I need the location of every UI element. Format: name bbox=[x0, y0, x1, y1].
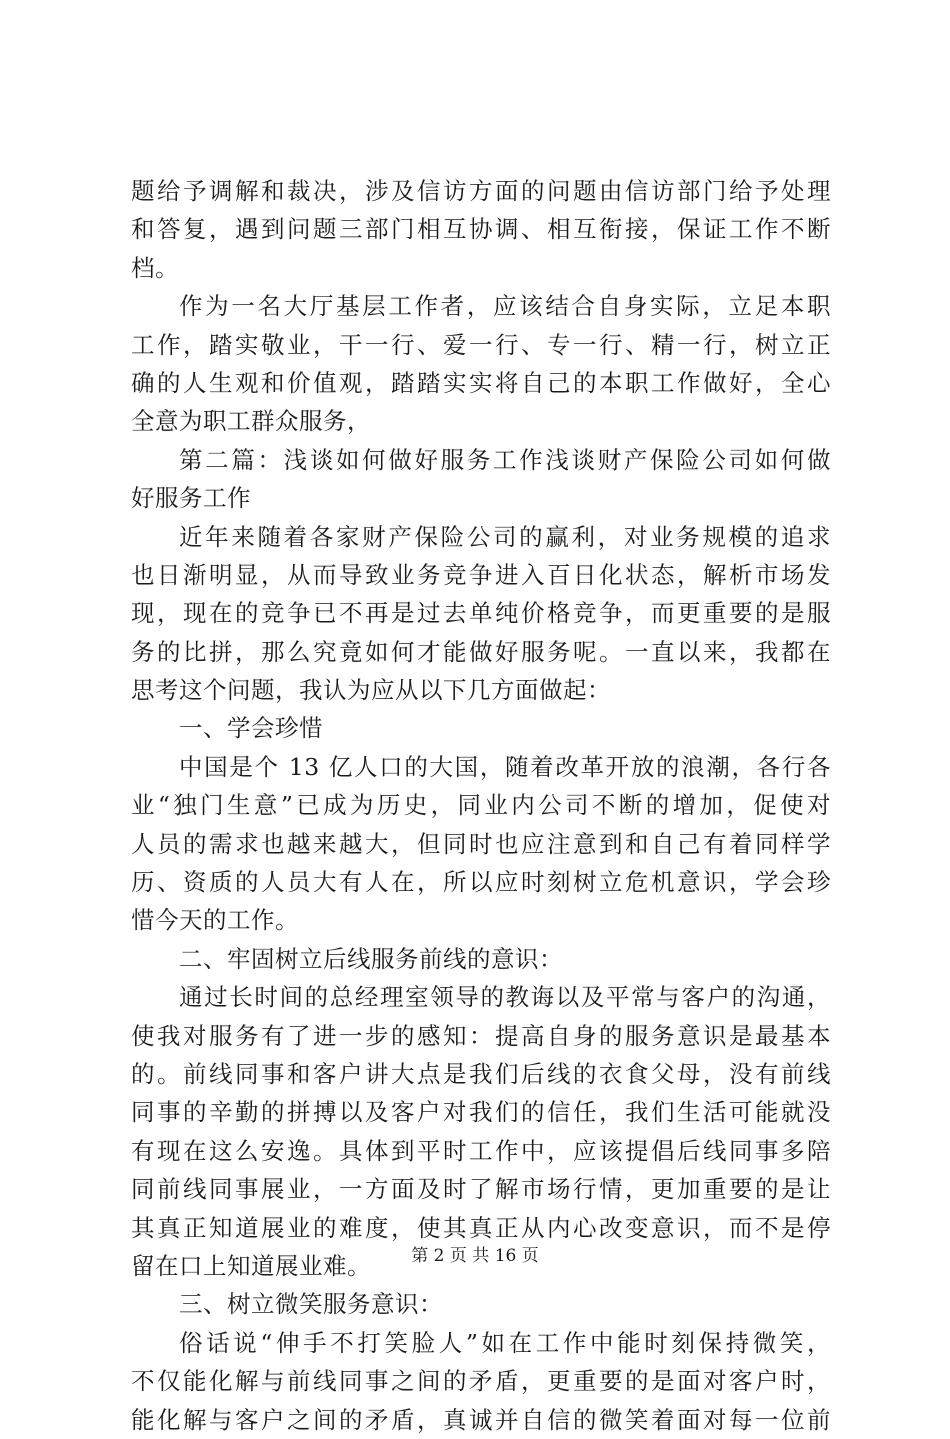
text-line: 俗话说“伸手不打笑脸人”如在工作中能时刻保持微笑， bbox=[179, 1328, 831, 1357]
text-line: 中国是个 13 亿人口的大国，随着改革开放的浪潮，各行各 bbox=[179, 752, 831, 781]
text-line: 作为一名大厅基层工作者，应该结合自身实际，立足本职 bbox=[179, 292, 831, 321]
text-line: 的。前线同事和客户讲大点是我们后线的衣食父母，没有前线 bbox=[131, 1059, 831, 1088]
text-line: 思考这个问题，我认为应从以下几方面做起： bbox=[131, 676, 611, 705]
text-line: 不仅能化解与前线同事之间的矛盾，更重要的是面对客户时， bbox=[131, 1367, 831, 1396]
text-line: 工作，踏实敬业，干一行、爱一行、专一行、精一行，树立正 bbox=[131, 330, 831, 359]
text-line: 同事的辛勤的拼搏以及客户对我们的信任，我们生活可能就没 bbox=[131, 1098, 831, 1127]
text-line: 历、资质的人员大有人在，所以应时刻树立危机意识，学会珍 bbox=[131, 868, 831, 897]
page-footer: 第 2 页 共 16 页 bbox=[411, 1246, 539, 1266]
text-line: 有现在这么安逸。具体到平时工作中，应该提倡后线同事多陪 bbox=[131, 1136, 831, 1165]
text-line: 使我对服务有了进一步的感知：提高自身的服务意识是最基本 bbox=[131, 1021, 831, 1050]
text-line: 其真正知道展业的难度，使其真正从内心改变意识，而不是停 bbox=[131, 1213, 831, 1242]
text-line: 通过长时间的总经理室领导的教诲以及平常与客户的沟通， bbox=[179, 983, 831, 1012]
text-line: 全意为职工群众服务， bbox=[131, 407, 371, 436]
text-line: 近年来随着各家财产保险公司的赢利，对业务规模的追求 bbox=[179, 522, 831, 551]
text-line: 档。 bbox=[131, 253, 179, 282]
text-line: 人员的需求也越来越大，但同时也应注意到和自己有着同样学 bbox=[131, 829, 831, 858]
text-line: 题给予调解和裁决，涉及信访方面的问题由信访部门给予处理 bbox=[131, 177, 831, 205]
text-line: 也日渐明显，从而导致业务竞争进入百日化状态，解析市场发 bbox=[131, 560, 831, 589]
text-line: 现，现在的竞争已不再是过去单纯价格竞争，而更重要的是服 bbox=[131, 599, 831, 628]
text-line: 一、学会珍惜 bbox=[179, 714, 323, 743]
text-line: 业“独门生意”已成为历史，同业内公司不断的增加，促使对 bbox=[131, 791, 831, 820]
text-line: 能化解与客户之间的矛盾，真诚并自信的微笑着面对每一位前 bbox=[131, 1405, 831, 1434]
text-line: 留在口上知道展业难。 bbox=[131, 1251, 371, 1280]
text-line: 好服务工作 bbox=[131, 484, 251, 513]
text-line: 同前线同事展业，一方面及时了解市场行情，更加重要的是让 bbox=[131, 1175, 831, 1204]
text-line: 第二篇：浅谈如何做好服务工作浅谈财产保险公司如何做 bbox=[179, 445, 831, 474]
text-line: 确的人生观和价值观，踏踏实实将自己的本职工作做好，全心 bbox=[131, 368, 831, 397]
text-line: 惜今天的工作。 bbox=[131, 906, 299, 935]
text-line: 务的比拼，那么究竟如何才能做好服务呢。一直以来，我都在 bbox=[131, 637, 831, 666]
text-line: 二、牢固树立后线服务前线的意识： bbox=[179, 944, 563, 973]
text-line: 和答复，遇到问题三部门相互协调、相互衔接，保证工作不断 bbox=[131, 215, 831, 244]
text-line: 三、树立微笑服务意识： bbox=[179, 1290, 443, 1319]
